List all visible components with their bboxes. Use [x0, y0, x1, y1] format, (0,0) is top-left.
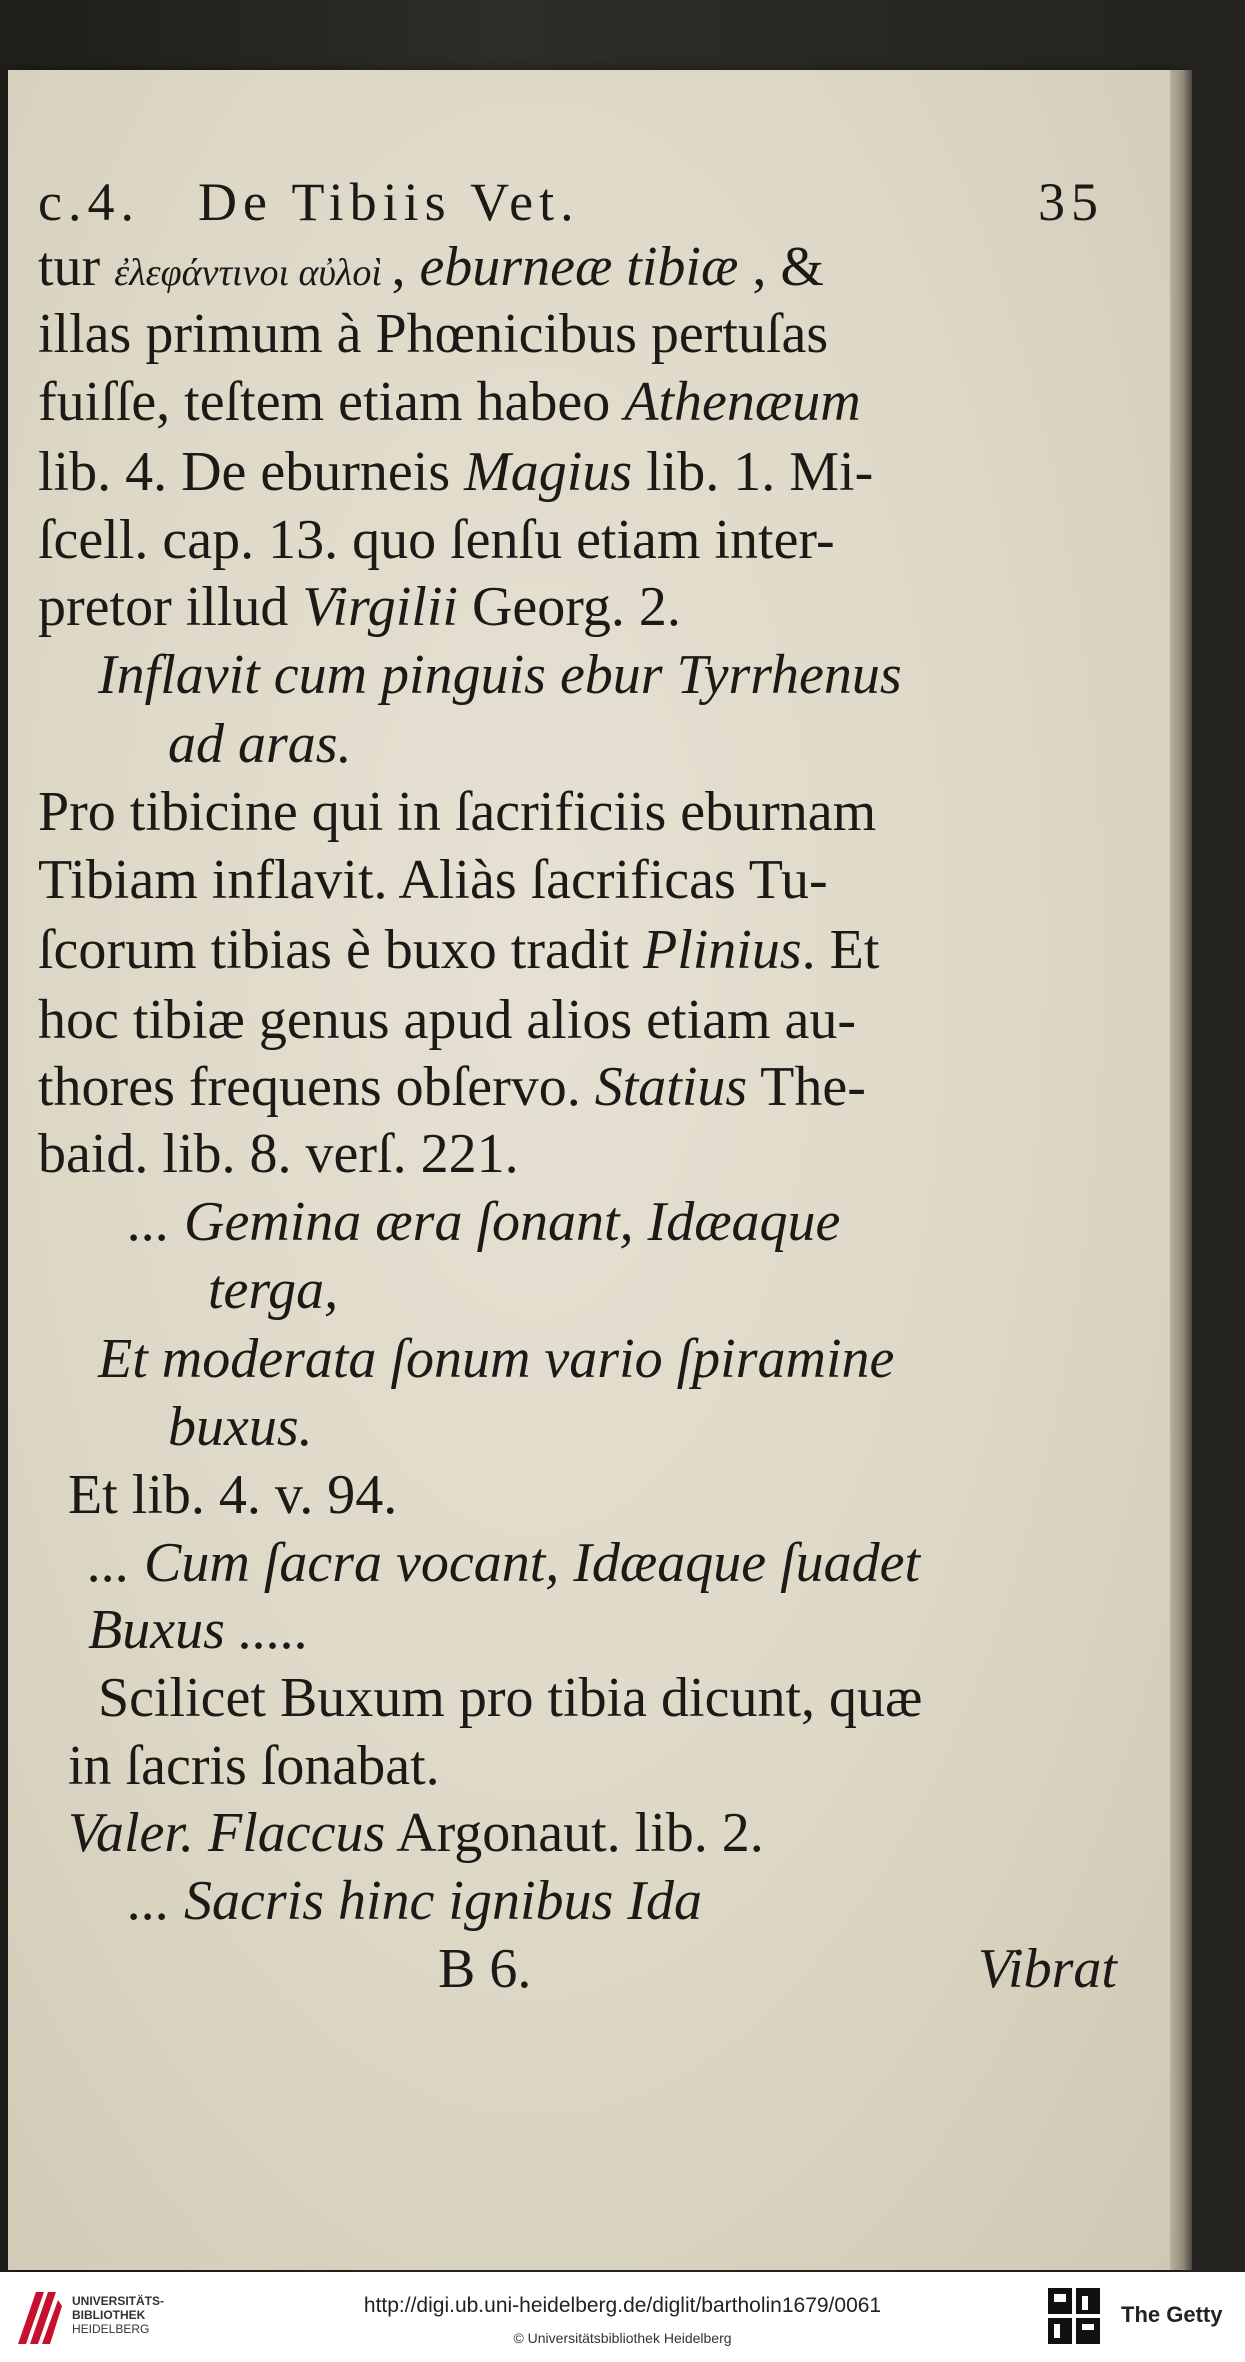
text-segment: terga,: [208, 1259, 339, 1321]
text-segment: Georg. 2.: [457, 576, 681, 638]
text-line: [98, 1327, 894, 1391]
text-segment: Argonaut. lib. 2.: [385, 1802, 764, 1864]
text-line: [68, 1801, 764, 1865]
logo-line-3: HEIDELBERG: [72, 2322, 150, 2336]
text-line: [38, 1055, 866, 1119]
signature-mark: B 6.: [438, 1938, 532, 2000]
text-line: [38, 848, 828, 912]
text-line: [38, 508, 835, 572]
text-segment: Et lib. 4. v. 94.: [68, 1464, 398, 1526]
viewer-footer: [0, 2272, 1245, 2362]
text-segment: ad aras.: [168, 713, 352, 775]
text-segment: ſcorum tibias è buxo tradit: [38, 919, 643, 981]
text-line: [128, 1190, 840, 1254]
text-line: [38, 440, 873, 504]
text-segment: baid. lib. 8. verſ. 221.: [38, 1123, 519, 1185]
text-segment: in ſacris ſonabat.: [68, 1735, 440, 1797]
text-line: [98, 643, 902, 707]
text-segment: . Et: [801, 919, 880, 981]
text-segment: buxus.: [168, 1396, 313, 1458]
text-segment: Valer. Flaccus: [68, 1802, 386, 1864]
text-line: [168, 712, 352, 776]
text-segment: ,: [391, 236, 420, 298]
text-segment: eburneæ tibiæ: [419, 236, 739, 298]
text-segment: , &: [738, 236, 824, 298]
copyright-notice: © Universitätsbibliothek Heidelberg: [513, 2330, 732, 2346]
text-segment: Inflavit cum pinguis ebur Tyrrhenus: [98, 644, 902, 706]
text-line: [38, 302, 828, 366]
text-segment: Virgilii: [302, 576, 458, 638]
text-segment: Athenæum: [624, 371, 861, 433]
text-line: [88, 1531, 920, 1595]
text-segment: Pro tibicine qui in ſacrificiis eburnam: [38, 781, 877, 843]
getty-logo-icon: [1046, 2286, 1102, 2348]
running-head-title: De Tibiis Vet.: [198, 172, 580, 232]
text-segment: illas primum à Phœnicibus pertuſas: [38, 303, 829, 365]
text-segment: hoc tibiæ genus apud alios etiam au-: [38, 989, 857, 1051]
text-line: [38, 780, 876, 844]
text-segment: ... Cum ſacra vocant, Idæaque ſuadet: [88, 1532, 921, 1594]
text-segment: Tibiam inflavit. Aliàs ſacrificas Tu-: [38, 849, 828, 911]
text-segment: ... Gemina æra ſonant, Idæaque: [128, 1191, 841, 1253]
text-line: [68, 1463, 397, 1527]
book-page: [8, 70, 1178, 2270]
text-line: [38, 918, 879, 982]
text-line: [88, 1598, 309, 1662]
text-segment: Buxus .....: [88, 1599, 309, 1661]
text-segment: lib. 4. De eburneis: [38, 441, 465, 503]
text-segment: pretor illud: [38, 576, 303, 638]
page-number: 35: [1038, 172, 1104, 232]
catchword: Vibrat: [978, 1938, 1117, 2000]
text-segment: tur: [38, 236, 115, 298]
text-segment: ſcell. cap. 13. quo ſenſu etiam inter-: [38, 509, 835, 571]
permalink-url[interactable]: http://digi.ub.uni-heidelberg.de/diglit/bartholin1679/0061: [363, 2294, 882, 2317]
text-segment: thores frequens obſervo.: [38, 1056, 595, 1118]
text-line: [38, 235, 824, 305]
text-line: [68, 1734, 440, 1798]
text-segment: Statius: [594, 1056, 748, 1118]
text-segment: Magius: [464, 441, 633, 503]
logo-line-2: BIBLIOTHEK: [72, 2308, 146, 2322]
text-segment: ἐλεφάντινοι αὐλοὶ: [114, 252, 392, 294]
text-segment: Plinius: [642, 919, 802, 981]
text-segment: ... Sacris hinc ignibus Ida: [128, 1870, 702, 1932]
text-line: [98, 1666, 922, 1730]
text-line: [208, 1258, 338, 1322]
text-line: [38, 370, 861, 434]
text-line: [38, 1122, 519, 1186]
text-segment: fuiſſe, teſtem etiam habeo: [38, 371, 625, 433]
text-segment: Scilicet Buxum pro tibia dicunt, quæ: [98, 1667, 923, 1729]
running-head-left: c.4.: [38, 172, 140, 232]
text-line: [38, 988, 856, 1052]
text-segment: The-: [747, 1056, 866, 1118]
logo-line-1: UNIVERSITÄTS-: [72, 2294, 165, 2308]
page-edge: [1170, 70, 1192, 2270]
text-line: [168, 1395, 313, 1459]
text-segment: lib. 1. Mi-: [632, 441, 874, 503]
text-segment: Et moderata ſonum vario ſpiramine: [98, 1328, 895, 1390]
getty-name: The Getty: [1121, 2302, 1223, 2327]
text-line: [128, 1869, 702, 1933]
text-line: [38, 575, 681, 639]
